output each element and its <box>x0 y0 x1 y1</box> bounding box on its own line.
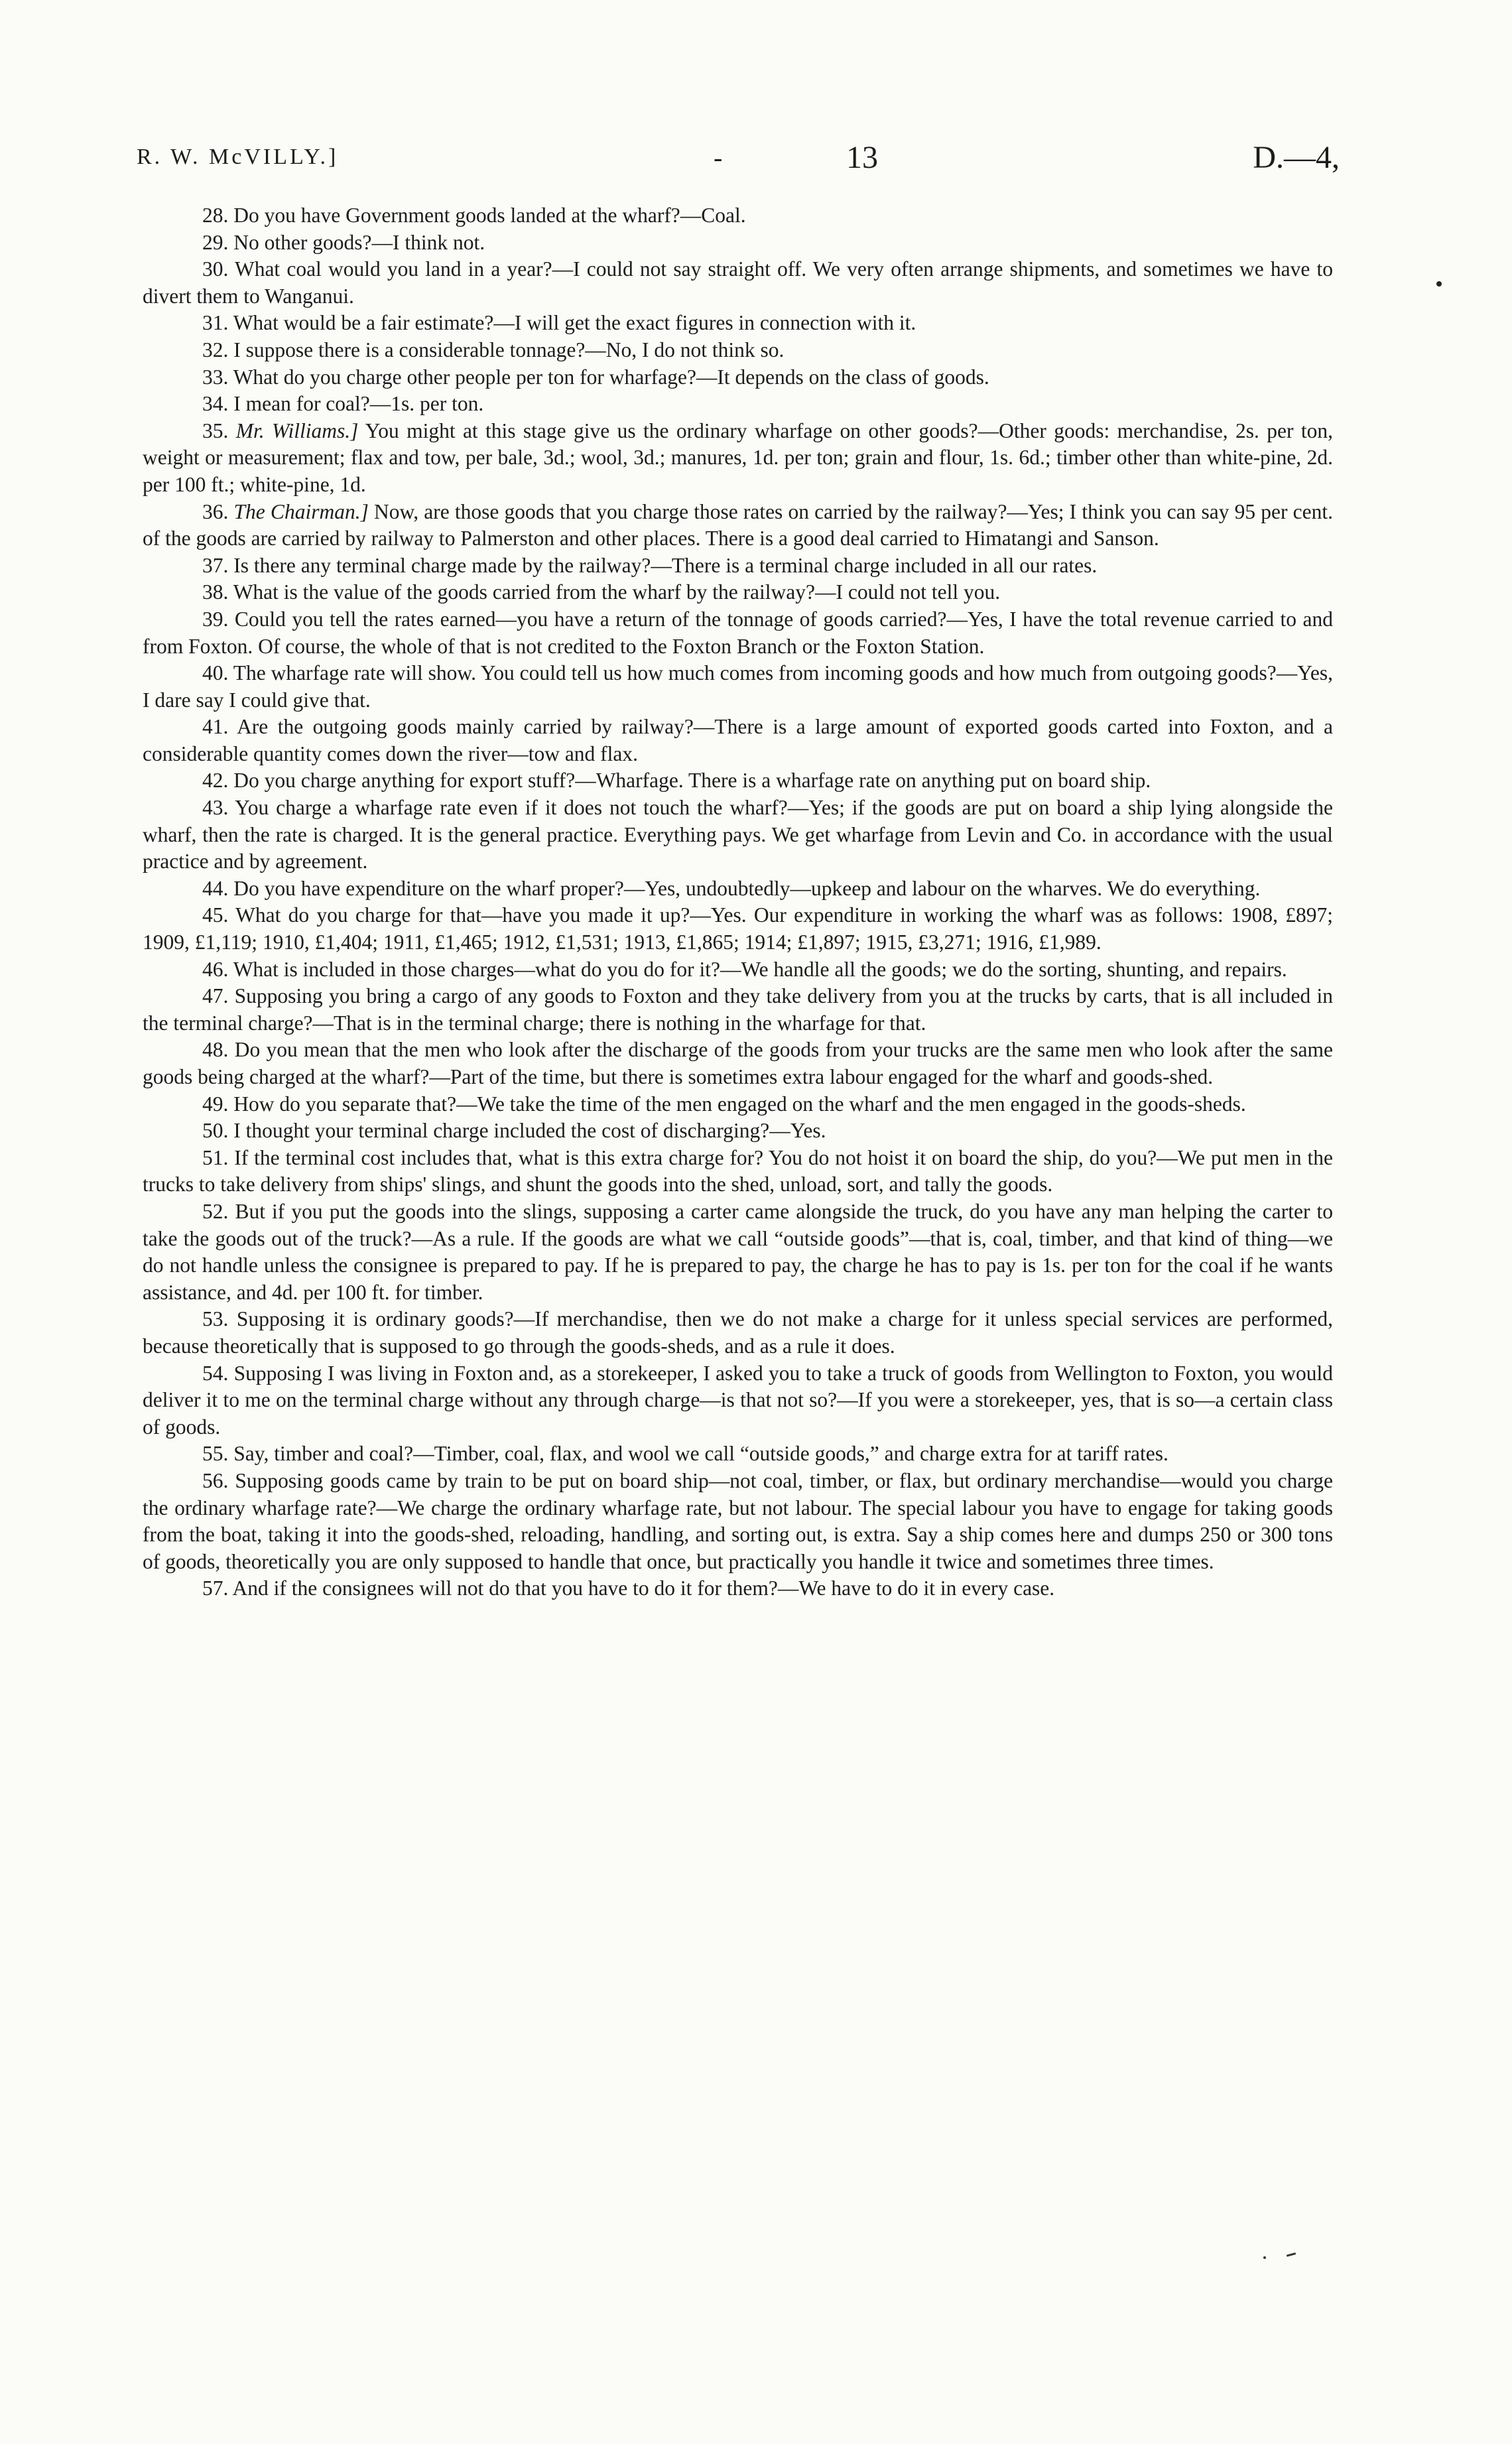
question-number: 45. <box>202 903 229 927</box>
question-text: You might at this stage give us the ordinary wharfage on other goods?—Other goods: merchandise, 2s. per ton, weight or measurement; flax and tow, per bale, 3d.; wool, 3d.; manures, 1d. per ton; grain and flour, 1s. 6d.; timber other than white-pine, 2d. per 100 ft.; white-pine, 1d. <box>143 418 1334 496</box>
question-paragraph <box>143 1145 1333 1198</box>
question-text: But if you put the goods into the slings, supposing a carter came alongside the truck, do you have any man helping the carter to take the goods out of the truck?—As a rule. If the goods are what we call “outside goods”—that is, coal, timber, and that kind of thing—we do not handle unless the consignee is prepared to pay. If he is prepared to pay, the charge he has to pay is 1s. per ton for the coal if he wants assistance, and 4d. per 100 ft. for timber. <box>143 1199 1334 1304</box>
header-dash: - <box>714 143 723 172</box>
page-header <box>137 139 1340 186</box>
question-number: 40. <box>202 661 229 685</box>
question-number: 55. <box>202 1442 229 1466</box>
question-text: Could you tell the rates earned—you have a return of the tonnage of goods carried?—Yes, I have the total revenue carried to and from Foxton. Of course, the whole of that is not credited to the Foxton Branch or the Foxton Station. <box>143 607 1333 658</box>
question-number: 29. <box>202 230 229 254</box>
ink-speck <box>1263 2256 1266 2259</box>
question-text: What is the value of the goods carried from the wharf by the railway?—I could not tell you. <box>233 580 1001 604</box>
question-paragraph <box>143 1091 1333 1118</box>
question-paragraph <box>143 956 1333 984</box>
question-paragraph <box>143 364 1333 391</box>
question-paragraph <box>143 337 1333 364</box>
question-number: 44. <box>202 876 229 900</box>
question-paragraph <box>143 660 1333 714</box>
question-text: I suppose there is a considerable tonnage?—No, I do not think so. <box>233 338 785 361</box>
question-number: 46. <box>202 957 229 981</box>
question-text: You charge a wharfage rate even if it does not touch the wharf?—Yes; if the goods are put on board a ship lying alongside the wharf, then the rate is charged. It is the general practice. Everything pays. We get wharfage from Levin and Co. in accordance with the usual practice and by agreement. <box>143 796 1333 873</box>
question-number: 51. <box>202 1145 229 1169</box>
question-paragraph <box>143 1037 1333 1090</box>
question-text: What would be a fair estimate?—I will get the exact figures in connection with it. <box>233 311 916 335</box>
question-paragraph <box>143 1198 1333 1306</box>
question-number: 57. <box>202 1576 229 1600</box>
question-text: What do you charge for that—have you made it up?—Yes. Our expenditure in working the wharf was as follows: 1908, £897; 1909, £1,119; 1910, £1,404; 1911, £1,465; 1912, £1,531; 1913, £1,865; 1914; £1,897; 1915, £3,271; 1916, £1,989. <box>143 903 1333 954</box>
question-paragraph <box>143 1441 1333 1468</box>
question-number: 28. <box>202 204 229 227</box>
question-text: Is there any terminal charge made by the railway?—There is a terminal charge included in all our rates. <box>233 553 1098 577</box>
question-number: 33. <box>202 365 229 389</box>
question-number: 38. <box>202 580 229 604</box>
question-paragraph <box>143 202 1333 229</box>
question-paragraph <box>143 391 1333 418</box>
question-number: 54. <box>202 1361 229 1385</box>
question-text: Are the outgoing goods mainly carried by railway?—There is a large amount of exported goods carted into Foxton, and a considerable quantity comes down the river—tow and flax. <box>143 715 1333 765</box>
question-number: 49. <box>202 1092 229 1116</box>
question-number: 37. <box>202 553 229 577</box>
question-paragraph <box>143 552 1333 580</box>
question-text: The wharfage rate will show. You could tell us how much comes from incoming goods and how much from outgoing goods?—Yes, I dare say I could give that. <box>143 661 1333 712</box>
question-text: Supposing goods came by train to be put on board ship—not coal, timber, or flax, but ordinary merchandise—would you charge the ordinary wharfage rate?—We charge the ordinary wharfage rate, but not labour. The special labour you have to engage for taking goods from the boat, taking it into the goods-shed, reloading, handling, and sorting out, is extra. Say a ship comes here and dumps 250 or 300 tons of goods, theoretically you are only supposed to handle that once, but practically you handle it twice and sometimes three times. <box>143 1468 1334 1573</box>
question-paragraph <box>143 579 1333 606</box>
question-paragraph <box>143 1575 1333 1602</box>
question-number: 34. <box>202 392 229 416</box>
question-text: Supposing I was living in Foxton and, as a storekeeper, I asked you to take a truck of goods from Wellington to Foxton, you would deliver it to me on the terminal charge without any through charge—is that not so?—If you were a storekeeper, yes, that is so—a certain class of goods. <box>143 1361 1334 1439</box>
question-number: 56. <box>202 1468 229 1492</box>
question-text: Supposing it is ordinary goods?—If merchandise, then we do not make a charge for it unless special services are performed, because theoretically that is supposed to go through the goods-sheds, and as a rule it does. <box>143 1307 1333 1358</box>
question-text: And if the consignees will not do that you have to do it for them?—We have to do it in every case. <box>232 1576 1055 1600</box>
question-paragraph <box>143 714 1333 767</box>
question-text: Do you charge anything for export stuff?—Wharfage. There is a wharfage rate on anything put on board ship. <box>233 769 1151 793</box>
question-text: How do you separate that?—We take the time of the men engaged on the wharf and the men engaged in the goods-sheds. <box>233 1092 1246 1116</box>
question-number: 50. <box>202 1119 229 1143</box>
question-paragraph <box>143 1468 1333 1575</box>
speaker: Mr. Williams.] <box>235 418 359 442</box>
witness-name: R. W. McVILLY.] <box>137 145 339 169</box>
question-number: 48. <box>202 1038 229 1062</box>
question-paragraph <box>143 875 1333 903</box>
question-number: 52. <box>202 1199 229 1223</box>
question-number: 43. <box>202 796 229 820</box>
question-text: Supposing you bring a cargo of any goods to Foxton and they take delivery from you at the trucks by carts, that is all included in the terminal charge?—That is in the terminal charge; there is nothing in the wharfage for that. <box>143 984 1334 1035</box>
margin-dot <box>1436 281 1442 287</box>
question-paragraph <box>143 795 1333 875</box>
question-paragraph <box>143 1118 1333 1145</box>
question-paragraph <box>143 1360 1333 1441</box>
speaker: The Chairman.] <box>233 499 369 523</box>
question-paragraph <box>143 256 1333 310</box>
question-number: 32. <box>202 338 229 361</box>
question-paragraph <box>143 499 1333 552</box>
document-code: D.—4, <box>1253 140 1340 175</box>
question-text: What is included in those charges—what do you do for it?—We handle all the goods; we do the sorting, shunting, and repairs. <box>233 957 1287 981</box>
question-paragraph <box>143 902 1333 956</box>
ink-speck <box>1287 2252 1296 2257</box>
question-paragraph <box>143 310 1333 337</box>
question-number: 42. <box>202 769 229 793</box>
question-text: If the terminal cost includes that, what is this extra charge for? You do not hoist it on board the ship, do you?—We put men in the trucks to take delivery from ships' slings, and shunt the goods into the shed, unload, sort, and tally the goods. <box>143 1145 1334 1196</box>
question-text: Do you mean that the men who look after the discharge of the goods from your trucks are the same men who look after the same goods being charged at the wharf?—Part of the time, but there is sometimes extra labour engaged for the wharf and goods-shed. <box>143 1038 1334 1088</box>
question-text: Say, timber and coal?—Timber, coal, flax, and wool we call “outside goods,” and charge extra for at tariff rates. <box>233 1442 1168 1466</box>
question-paragraph <box>143 1306 1333 1360</box>
question-number: 30. <box>202 257 229 281</box>
question-number: 31. <box>202 311 229 335</box>
question-paragraph <box>143 767 1333 795</box>
question-number: 41. <box>202 715 229 739</box>
question-number: 36. <box>202 499 229 523</box>
question-number: 47. <box>202 984 229 1008</box>
question-text: I mean for coal?—1s. per ton. <box>233 392 484 416</box>
question-paragraph <box>143 418 1333 499</box>
question-text: I thought your terminal charge included the cost of discharging?—Yes. <box>233 1119 826 1143</box>
question-paragraph <box>143 606 1333 660</box>
question-paragraph <box>143 229 1333 257</box>
testimony-body <box>143 202 1333 1602</box>
question-number: 53. <box>202 1307 229 1331</box>
question-number: 39. <box>202 607 229 631</box>
question-text: Do you have expenditure on the wharf proper?—Yes, undoubtedly—upkeep and labour on the wharves. We do everything. <box>233 876 1261 900</box>
question-number: 35. <box>202 418 229 442</box>
question-text: No other goods?—I think not. <box>233 230 485 254</box>
question-text: Do you have Government goods landed at the wharf?—Coal. <box>233 204 746 227</box>
question-text: What coal would you land in a year?—I could not say straight off. We very often arrange shipments, and sometimes we have to divert them to Wanganui. <box>143 257 1333 308</box>
question-paragraph <box>143 983 1333 1037</box>
page-number: 13 <box>846 140 878 175</box>
question-text: What do you charge other people per ton for wharfage?—It depends on the class of goods. <box>233 365 989 389</box>
question-text: Now, are those goods that you charge those rates on carried by the railway?—Yes; I think you can say 95 per cent. of the goods are carried by railway to Palmerston and other places. There is a good deal carried to Himatangi and Sanson. <box>143 499 1334 550</box>
